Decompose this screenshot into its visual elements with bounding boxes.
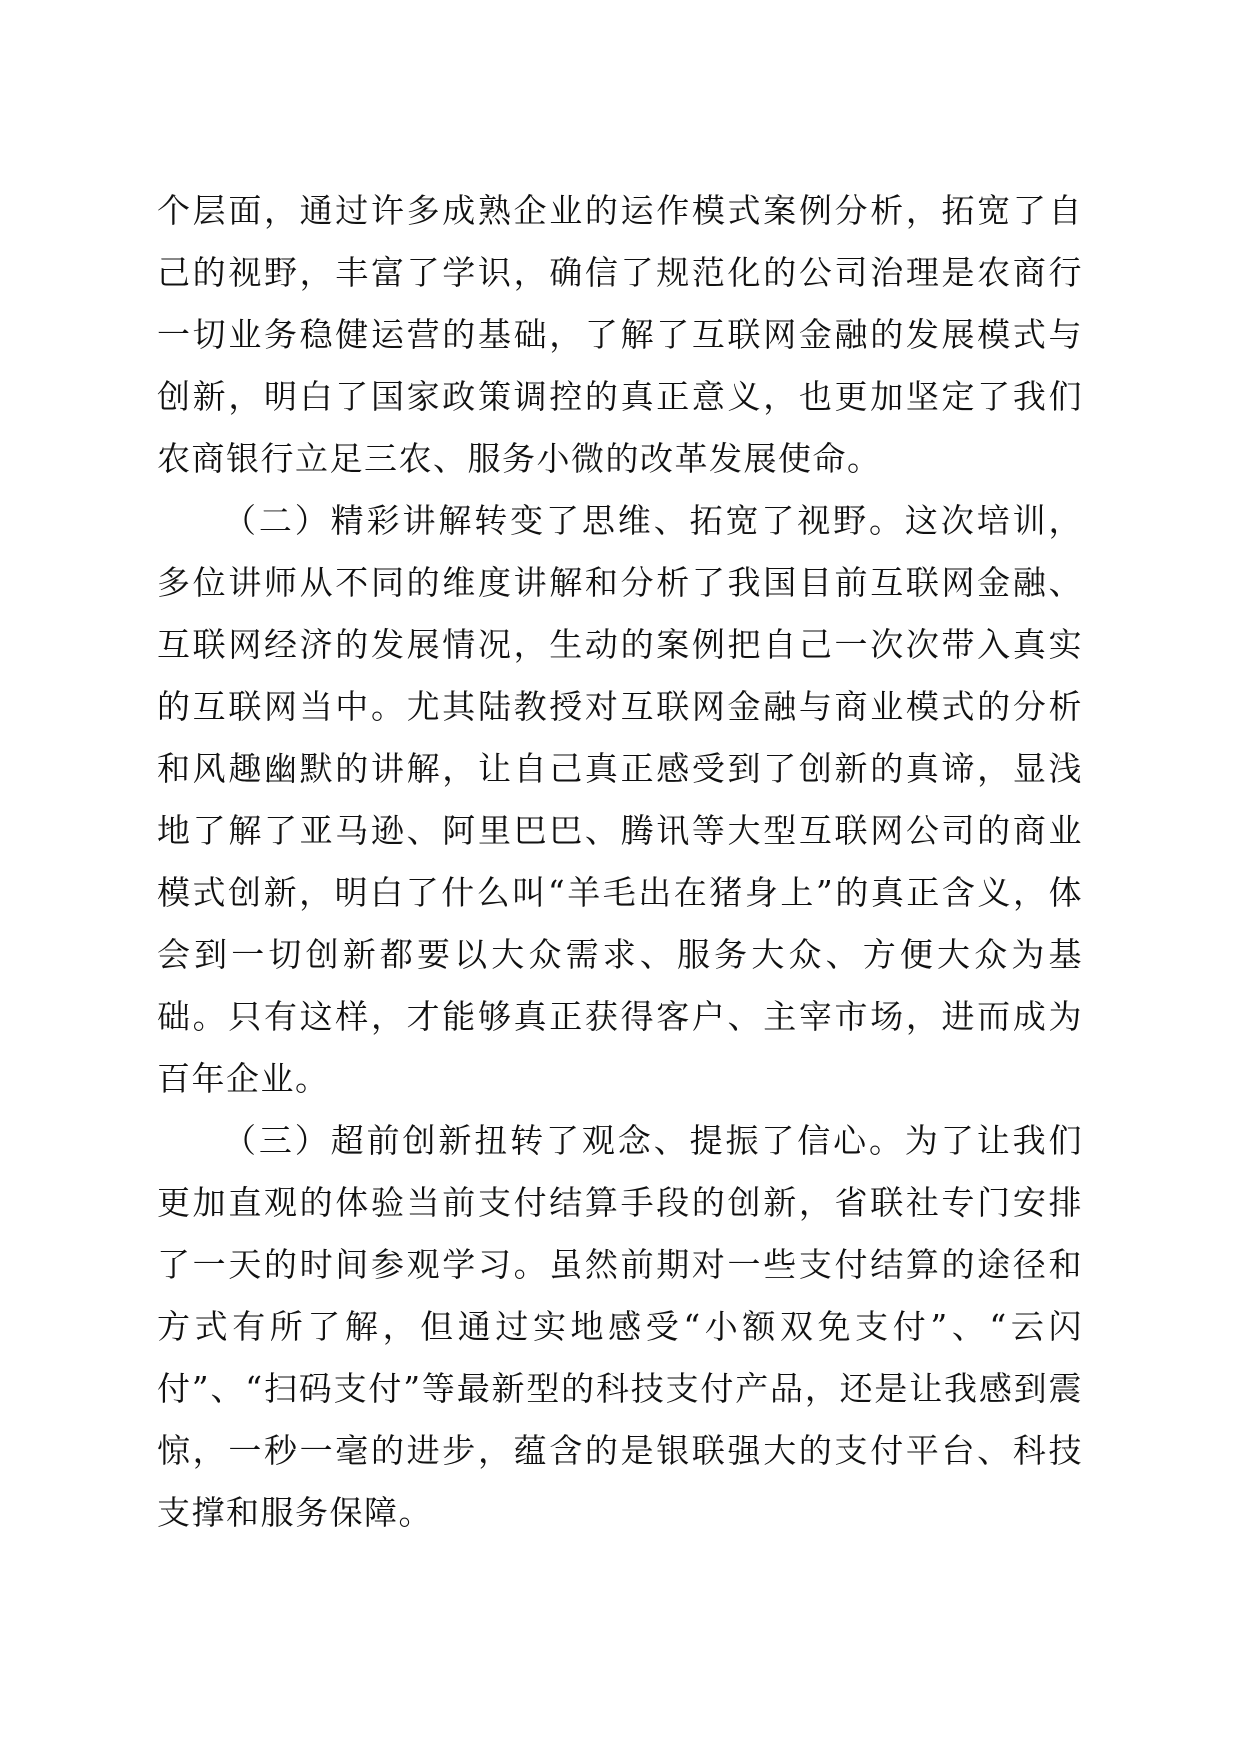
paragraph-section-three: （三）超前创新扭转了观念、提振了信心。为了让我们更加直观的体验当前支付结算手段的创新，省联社专门安排了一天的时间参观学习。虽然前期对一些支付结算的途径和方式有所了解，但通过实地感受“小额双免支付”、“云闪付”、“扫码支付”等最新型的科技支付产品，还是让我感到震惊，一秒一毫的进步，蕴含的是银联强大的支付平台、科技支撑和服务保障。 [157,1121,1083,1532]
paragraph-section-two: （二）精彩讲解转变了思维、拓宽了视野。这次培训，多位讲师从不同的维度讲解和分析了我国目前互联网金融、互联网经济的发展情况，生动的案例把自己一次次带入真实的互联网当中。尤其陆教授对互联网金融与商业模式的分析和风趣幽默的讲解，让自己真正感受到了创新的真谛，显浅地了解了亚马逊、阿里巴巴、腾讯等大型互联网公司的商业模式创新，明白了什么叫“羊毛出在猪身上”的真正含义，体会到一切创新都要以大众需求、服务大众、方便大众为基础。只有这样，才能够真正获得客户、主宰市场，进而成为百年企业。 [157,501,1083,1098]
document-body [157,180,1083,1544]
paragraph-continuation: 个层面，通过许多成熟企业的运作模式案例分析，拓宽了自己的视野，丰富了学识，确信了规范化的公司治理是农商行一切业务稳健运营的基础，了解了互联网金融的发展模式与创新，明白了国家政策调控的真正意义，也更加坚定了我们农商银行立足三农、服务小微的改革发展使命。 [157,191,1083,478]
